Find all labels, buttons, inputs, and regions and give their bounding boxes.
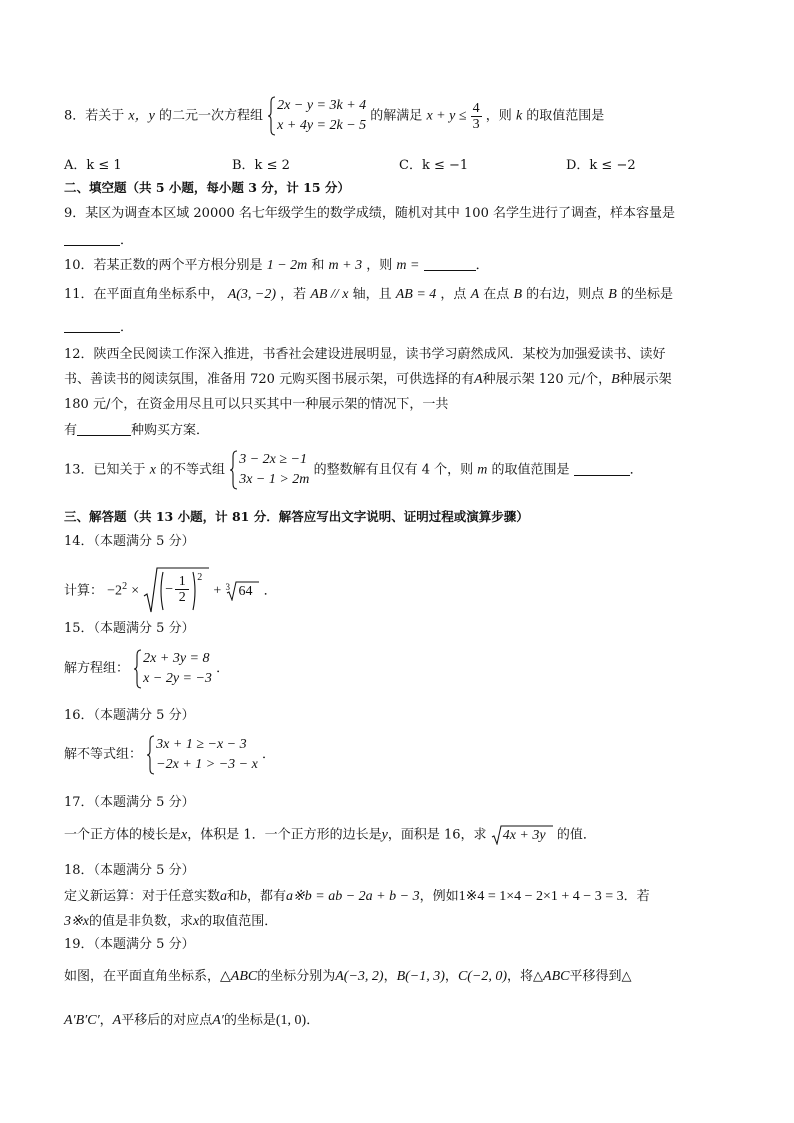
q12-answer-blank[interactable] <box>77 421 131 436</box>
q19-point-b: B(−1, 3) <box>396 969 445 984</box>
q8-text: 8．若关于 <box>64 108 125 124</box>
q8-eq1: 2x − y = 3k + 4 <box>277 98 367 113</box>
q8-option-b: B．k ≤ 2 <box>232 158 290 173</box>
q15-heading: 15．（本题满分 5 分） <box>64 621 195 636</box>
q8-eq2: x + 4y = 2k − 5 <box>277 118 367 133</box>
q16-eq2: −2x + 1 > −3 − x <box>156 757 258 772</box>
question-16: 解不等式组： 3x + 1 ≥ −x − 3 −2x + 1 > −3 − x ． <box>64 735 275 775</box>
q11-answer-blank[interactable] <box>64 318 120 333</box>
q16-inequality-system <box>146 735 258 775</box>
q9-answer-blank[interactable] <box>64 231 120 246</box>
q10-answer-blank[interactable] <box>424 256 476 271</box>
q8-text-2: 的二元一次方程组 <box>159 108 264 124</box>
q18-heading: 18．（本题满分 5 分） <box>64 863 195 878</box>
question-10: 10．若某正数的两个平方根分别是 1 − 2m 和 m + 3 ，则 m = ． <box>64 258 489 273</box>
q15-eq2: x − 2y = −3 <box>143 671 212 686</box>
q16-eq1: 3x + 1 ≥ −x − 3 <box>156 737 247 752</box>
q14-heading: 14．（本题满分 5 分） <box>64 534 195 549</box>
brace-icon <box>146 735 156 775</box>
question-9-line-1: 9．某区为调查本区域 20000 名七年级学生的数学成绩，随机对其中 100 名学生进行了调查，样本容量是 <box>64 206 675 221</box>
q10-expr-2: m + 3 <box>328 258 363 273</box>
q15-eq1: 2x + 3y = 8 <box>143 651 210 666</box>
question-19-line-2: A′B′C′，A平移后的对应点A′的坐标是(1, 0)． <box>64 1013 320 1028</box>
q8-fraction <box>471 101 482 132</box>
q8-condition: x + y ≤ <box>426 108 467 124</box>
q8-frac-den: 3 <box>472 116 480 132</box>
brace-icon <box>267 96 277 136</box>
q16-heading: 16．（本题满分 5 分） <box>64 708 195 723</box>
question-8 <box>64 96 604 136</box>
question-9-line-2: ． <box>64 231 133 250</box>
q19-heading: 19．（本题满分 5 分） <box>64 937 195 952</box>
q15-equation-system <box>133 649 212 689</box>
q14-cube-root: 3 64 <box>225 581 259 601</box>
q8-option-c: C．k ≤ −1 <box>399 158 469 173</box>
q8-k: k <box>515 108 523 124</box>
q8-option-a: A．k ≤ 1 <box>64 158 122 173</box>
q8-text-4: ，则 <box>485 108 512 124</box>
q11-point-a: A(3, −2) <box>227 287 277 302</box>
q17-square-root: 4x + 3y <box>491 825 553 845</box>
brace-icon <box>133 649 143 689</box>
question-17: 一个正方体的棱长是x，体积是 1．一个正方形的边长是y，面积是 16，求 4x + 3y 的值． <box>64 825 596 845</box>
question-11-line-2: ． <box>64 318 133 337</box>
section-3-title: 三、解答题（共 13 小题，计 81 分．解答应写出文字说明、证明过程或演算步骤） <box>64 509 529 524</box>
question-14: 计算： $-2^2$ × − 1 2 2 + 3 64 ． <box>64 566 277 616</box>
q13-inequality-system <box>229 450 309 490</box>
q8-option-d: D．k ≤ −2 <box>566 158 636 173</box>
q13-eq2: 3x − 1 > 2m <box>239 472 310 487</box>
q19-translated-point: (1, 0) <box>275 1013 307 1028</box>
section-2-title: 二、填空题（共 5 小题，每小题 3 分，计 15 分） <box>64 180 350 195</box>
question-18-line-2: 3※x的值是非负数，求x的取值范围． <box>64 914 278 929</box>
q10-expr-1: 1 − 2m <box>266 258 308 273</box>
q10-expr-3: m = <box>396 258 420 273</box>
q18-definition: a※b = ab − 2a + b − 3 <box>286 889 420 904</box>
question-13: 13．已知关于 x 的不等式组 3 − 2x ≥ −1 3x − 1 > 2m 的整数解有且仅有 4 个，则 m 的取值范围是 ． <box>64 450 643 490</box>
q14-fraction: 1 2 <box>175 574 189 605</box>
q11-parallel: AB // x <box>310 287 349 302</box>
question-12-line-3: 180 元/个，在资金用尽且可以只买其中一种展示架的情况下，一共 <box>64 397 449 412</box>
q13-answer-blank[interactable] <box>574 461 630 476</box>
question-15: 解方程组： 2x + 3y = 8 x − 2y = −3 ． <box>64 649 229 689</box>
question-11: 11．在平面直角坐标系中， A(3, −2) ，若 AB // x 轴，且 AB = 4 ，点 A 在点 B 的右边，则点 B 的坐标是 <box>64 287 674 302</box>
q18-example: 1※4 = 1×4 − 2×1 + 4 − 3 = 3 <box>458 889 624 904</box>
q19-point-a: A(−3, 2) <box>335 969 384 984</box>
q13-eq1: 3 − 2x ≥ −1 <box>239 452 307 467</box>
question-19-line-1: 如图，在平面直角坐标系，△ABC的坐标分别为A(−3, 2)，B(−1, 3)，C(−2, 0)，将△ABC平移得到△ <box>64 969 632 984</box>
q8-frac-num: 4 <box>472 100 480 116</box>
q17-heading: 17．（本题满分 5 分） <box>64 795 195 810</box>
brace-icon <box>229 450 239 490</box>
q8-text-5: 的取值范围是 <box>526 108 605 124</box>
question-12-line-2: 书、善读书的阅读氛围，准备用 720 元购买图书展示架，可供选择的有A种展示架 120 元/个，B种展示架 <box>64 372 672 387</box>
question-12-line-4: 有 种购买方案． <box>64 423 210 438</box>
question-18-line-1: 定义新运算：对于任意实数a和b，都有a※b = ab − 2a + b − 3，例如1※4 = 1×4 − 2×1 + 4 − 3 = 3．若 <box>64 889 650 904</box>
q8-equation-system <box>267 96 366 136</box>
q14-term: −2 <box>107 583 123 599</box>
q8-text-3: 的解满足 <box>370 108 423 124</box>
q8-vars: x，y <box>128 108 155 124</box>
q14-square-root: − 1 2 2 <box>143 566 209 616</box>
q19-point-c: C(−2, 0) <box>457 969 508 984</box>
question-12-line-1: 12．陕西全民阅读工作深入推进，书香社会建设进展明显，读书学习蔚然成风．某校为加强爱读书、读好 <box>64 347 666 362</box>
q11-length: AB = 4 <box>395 287 437 302</box>
